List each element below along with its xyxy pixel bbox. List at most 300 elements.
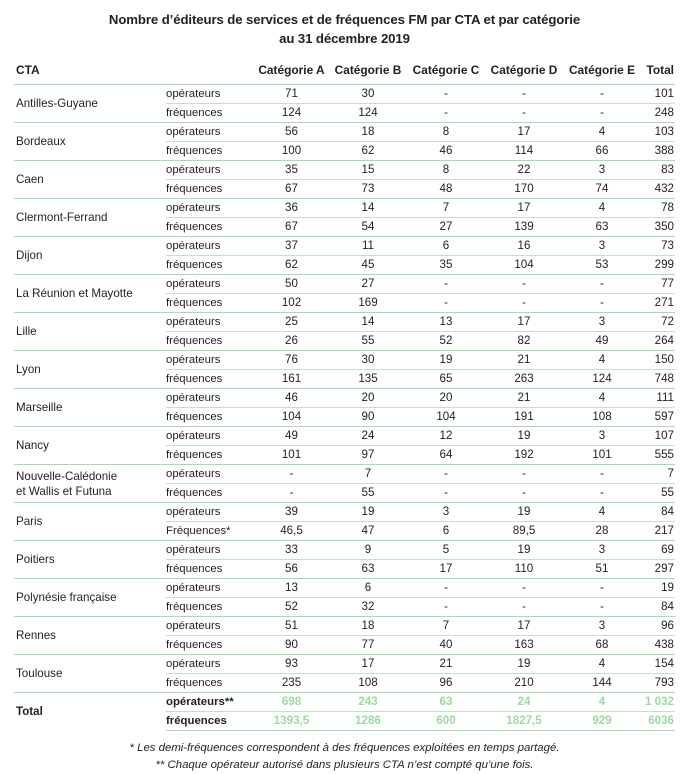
cell-category-b: 30 bbox=[329, 85, 407, 104]
cta-frequency-table bbox=[14, 63, 675, 731]
cell-category-b: 15 bbox=[329, 161, 407, 180]
table-total-row bbox=[14, 693, 675, 712]
cta-name-line-1: Rennes bbox=[16, 629, 56, 642]
cta-name-cell bbox=[14, 427, 166, 465]
column-header-cta: CTA bbox=[14, 63, 166, 85]
cell-category-d: 210 bbox=[485, 674, 563, 693]
cell-category-b: 17 bbox=[329, 655, 407, 674]
cell-category-c: 27 bbox=[407, 218, 485, 237]
cell-category-c: 48 bbox=[407, 180, 485, 199]
cell-category-a: 235 bbox=[254, 674, 329, 693]
cta-name-cell bbox=[14, 351, 166, 389]
cell-category-a: 52 bbox=[254, 598, 329, 617]
cell-total: 388 bbox=[641, 142, 675, 161]
cell-category-e: 4 bbox=[563, 199, 641, 218]
cell-category-e: 4 bbox=[563, 123, 641, 142]
cell-category-b: 90 bbox=[329, 408, 407, 427]
cell-category-c: 104 bbox=[407, 408, 485, 427]
cell-category-c: 65 bbox=[407, 370, 485, 389]
cta-name-cell bbox=[14, 199, 166, 237]
row-kind-label: fréquences bbox=[166, 560, 254, 579]
cta-name-line-1: Paris bbox=[16, 515, 43, 528]
cell-category-e: 51 bbox=[563, 560, 641, 579]
table-row bbox=[14, 313, 675, 332]
cell-category-a: 37 bbox=[254, 237, 329, 256]
column-header-cat-c: Catégorie C bbox=[407, 63, 485, 85]
cell-total: 297 bbox=[641, 560, 675, 579]
cell-category-d: 19 bbox=[485, 541, 563, 560]
cell-category-e: - bbox=[563, 104, 641, 123]
cell-category-e: 28 bbox=[563, 522, 641, 541]
cell-category-a: 39 bbox=[254, 503, 329, 522]
column-header-total: Total bbox=[641, 63, 675, 85]
cell-category-e: - bbox=[563, 275, 641, 294]
cell-category-a: 62 bbox=[254, 256, 329, 275]
cell-category-e: - bbox=[563, 294, 641, 313]
cell-category-a: 67 bbox=[254, 180, 329, 199]
cell-category-d: 82 bbox=[485, 332, 563, 351]
row-kind-label: opérateurs bbox=[166, 199, 254, 218]
cell-category-c: 19 bbox=[407, 351, 485, 370]
cell-category-e: 4 bbox=[563, 389, 641, 408]
cell-category-b: 45 bbox=[329, 256, 407, 275]
cell-category-d: 17 bbox=[485, 313, 563, 332]
cell-total: 299 bbox=[641, 256, 675, 275]
cell-total: 597 bbox=[641, 408, 675, 427]
cell-category-e: 74 bbox=[563, 180, 641, 199]
cell-category-c: 7 bbox=[407, 617, 485, 636]
cell-total: 83 bbox=[641, 161, 675, 180]
row-kind-label: opérateurs bbox=[166, 617, 254, 636]
table-row bbox=[14, 237, 675, 256]
cell-category-a: 46 bbox=[254, 389, 329, 408]
cell-category-b: 55 bbox=[329, 484, 407, 503]
cell-total: 72 bbox=[641, 313, 675, 332]
cell-category-b: 30 bbox=[329, 351, 407, 370]
cta-name-cell bbox=[14, 237, 166, 275]
cell-category-c: 64 bbox=[407, 446, 485, 465]
cell-category-e: 68 bbox=[563, 636, 641, 655]
cell-category-d: 19 bbox=[485, 655, 563, 674]
cell-category-b: 169 bbox=[329, 294, 407, 313]
cell-category-c: 35 bbox=[407, 256, 485, 275]
cell-category-c: 5 bbox=[407, 541, 485, 560]
cell-total: 103 bbox=[641, 123, 675, 142]
cell-category-b: 14 bbox=[329, 199, 407, 218]
cell-category-b: 124 bbox=[329, 104, 407, 123]
cell-total: 248 bbox=[641, 104, 675, 123]
cell-category-c: 17 bbox=[407, 560, 485, 579]
row-kind-label: fréquences bbox=[166, 256, 254, 275]
cell-category-b: 108 bbox=[329, 674, 407, 693]
cell-category-d: 263 bbox=[485, 370, 563, 389]
cell-category-a: 71 bbox=[254, 85, 329, 104]
row-kind-label: fréquences bbox=[166, 104, 254, 123]
table-row bbox=[14, 427, 675, 446]
cell-category-d: - bbox=[485, 598, 563, 617]
cell-category-c: - bbox=[407, 104, 485, 123]
cell-total: 96 bbox=[641, 617, 675, 636]
cell-category-c: - bbox=[407, 275, 485, 294]
cta-name-line-2: et Wallis et Futuna bbox=[16, 484, 112, 498]
cell-total: 350 bbox=[641, 218, 675, 237]
cell-category-a: 33 bbox=[254, 541, 329, 560]
cell-category-c: 8 bbox=[407, 161, 485, 180]
cell-category-c: 600 bbox=[407, 712, 485, 731]
cell-category-d: 21 bbox=[485, 389, 563, 408]
cell-category-a: 50 bbox=[254, 275, 329, 294]
cta-name-line-1: La Réunion et Mayotte bbox=[16, 287, 133, 300]
cell-total: 84 bbox=[641, 503, 675, 522]
cell-category-a: 25 bbox=[254, 313, 329, 332]
table-row bbox=[14, 161, 675, 180]
cell-category-e: 4 bbox=[563, 503, 641, 522]
row-kind-label: opérateurs** bbox=[166, 693, 254, 712]
cell-category-d: 19 bbox=[485, 503, 563, 522]
table-row bbox=[14, 579, 675, 598]
cell-category-d: - bbox=[485, 275, 563, 294]
table-header-row bbox=[14, 63, 675, 85]
table-row bbox=[14, 541, 675, 560]
cell-total: 73 bbox=[641, 237, 675, 256]
row-kind-label: fréquences bbox=[166, 636, 254, 655]
row-kind-label: opérateurs bbox=[166, 85, 254, 104]
cta-name-cell bbox=[14, 655, 166, 693]
cell-category-d: 19 bbox=[485, 427, 563, 446]
row-kind-label: opérateurs bbox=[166, 237, 254, 256]
row-kind-label: fréquences bbox=[166, 446, 254, 465]
cell-category-a: 76 bbox=[254, 351, 329, 370]
cell-total: 55 bbox=[641, 484, 675, 503]
table-row bbox=[14, 655, 675, 674]
cta-name-cell bbox=[14, 617, 166, 655]
cell-category-d: 22 bbox=[485, 161, 563, 180]
table-row bbox=[14, 123, 675, 142]
cta-name-cell bbox=[14, 579, 166, 617]
cell-category-b: 47 bbox=[329, 522, 407, 541]
cell-category-a: - bbox=[254, 465, 329, 484]
cell-category-d: - bbox=[485, 104, 563, 123]
cell-category-d: 89,5 bbox=[485, 522, 563, 541]
cell-category-c: 96 bbox=[407, 674, 485, 693]
cell-total: 19 bbox=[641, 579, 675, 598]
cell-category-b: 62 bbox=[329, 142, 407, 161]
cta-name-line-1: Marseille bbox=[16, 401, 63, 414]
cell-category-e: 3 bbox=[563, 313, 641, 332]
cell-category-a: 698 bbox=[254, 693, 329, 712]
row-kind-label: fréquences bbox=[166, 332, 254, 351]
row-kind-label: opérateurs bbox=[166, 313, 254, 332]
cell-category-d: 17 bbox=[485, 199, 563, 218]
cell-category-b: 9 bbox=[329, 541, 407, 560]
column-header-cat-d: Catégorie D bbox=[485, 63, 563, 85]
cell-category-a: 56 bbox=[254, 123, 329, 142]
footnote-2: ** Chaque opérateur autorisé dans plusieurs CTA n’est compté qu’une fois. bbox=[155, 759, 534, 771]
cell-category-d: 192 bbox=[485, 446, 563, 465]
row-kind-label: Fréquences* bbox=[166, 522, 254, 541]
cell-category-a: 1393,5 bbox=[254, 712, 329, 731]
cell-total: 84 bbox=[641, 598, 675, 617]
cta-name-cell bbox=[14, 85, 166, 123]
cell-category-d: 110 bbox=[485, 560, 563, 579]
table-row bbox=[14, 351, 675, 370]
cell-category-d: - bbox=[485, 294, 563, 313]
cell-category-a: 90 bbox=[254, 636, 329, 655]
cta-name-line-1: Antilles-Guyane bbox=[16, 97, 98, 110]
cell-category-e: 53 bbox=[563, 256, 641, 275]
cta-name-cell bbox=[14, 313, 166, 351]
cell-total: 1 032 bbox=[641, 693, 675, 712]
cell-category-a: 67 bbox=[254, 218, 329, 237]
cell-category-b: 7 bbox=[329, 465, 407, 484]
cell-category-e: 929 bbox=[563, 712, 641, 731]
cell-category-b: 11 bbox=[329, 237, 407, 256]
cell-category-c: 7 bbox=[407, 199, 485, 218]
cta-name-line-1: Lyon bbox=[16, 363, 41, 376]
cell-category-e: - bbox=[563, 484, 641, 503]
cell-category-d: - bbox=[485, 484, 563, 503]
cta-name-cell bbox=[14, 503, 166, 541]
row-kind-label: opérateurs bbox=[166, 161, 254, 180]
cell-category-a: 46,5 bbox=[254, 522, 329, 541]
cell-total: 432 bbox=[641, 180, 675, 199]
cell-total: 748 bbox=[641, 370, 675, 389]
row-kind-label: opérateurs bbox=[166, 427, 254, 446]
cell-category-d: 17 bbox=[485, 123, 563, 142]
cell-category-d: 104 bbox=[485, 256, 563, 275]
cell-category-b: 32 bbox=[329, 598, 407, 617]
cell-category-b: 20 bbox=[329, 389, 407, 408]
cell-total: 7 bbox=[641, 465, 675, 484]
row-kind-label: fréquences bbox=[166, 484, 254, 503]
row-kind-label: fréquences bbox=[166, 712, 254, 731]
cell-category-b: 135 bbox=[329, 370, 407, 389]
row-kind-label: fréquences bbox=[166, 370, 254, 389]
cell-category-c: 40 bbox=[407, 636, 485, 655]
cell-total: 264 bbox=[641, 332, 675, 351]
cell-category-e: 3 bbox=[563, 617, 641, 636]
cell-category-e: 4 bbox=[563, 693, 641, 712]
cell-category-c: - bbox=[407, 484, 485, 503]
cell-category-c: 6 bbox=[407, 522, 485, 541]
cell-category-d: 163 bbox=[485, 636, 563, 655]
cell-category-b: 55 bbox=[329, 332, 407, 351]
cell-category-e: 124 bbox=[563, 370, 641, 389]
cell-category-a: 93 bbox=[254, 655, 329, 674]
cell-total: 107 bbox=[641, 427, 675, 446]
table-row bbox=[14, 275, 675, 294]
cell-category-e: 101 bbox=[563, 446, 641, 465]
cell-category-e: 108 bbox=[563, 408, 641, 427]
cta-name-cell bbox=[14, 541, 166, 579]
cell-category-a: 35 bbox=[254, 161, 329, 180]
cell-category-e: 63 bbox=[563, 218, 641, 237]
cta-name-cell bbox=[14, 465, 166, 503]
page-title-line-1: Nombre d’éditeurs de services et de fréquences FM par CTA et par catégorie bbox=[108, 12, 581, 27]
table-row bbox=[14, 389, 675, 408]
cell-category-a: 56 bbox=[254, 560, 329, 579]
cell-category-c: - bbox=[407, 465, 485, 484]
row-kind-label: opérateurs bbox=[166, 389, 254, 408]
cell-category-d: - bbox=[485, 579, 563, 598]
cell-total: 154 bbox=[641, 655, 675, 674]
cell-category-e: 3 bbox=[563, 541, 641, 560]
cell-category-c: 52 bbox=[407, 332, 485, 351]
cell-category-d: 191 bbox=[485, 408, 563, 427]
cell-category-e: - bbox=[563, 465, 641, 484]
cell-category-a: 36 bbox=[254, 199, 329, 218]
cell-category-b: 6 bbox=[329, 579, 407, 598]
cell-category-c: 13 bbox=[407, 313, 485, 332]
cell-category-a: 101 bbox=[254, 446, 329, 465]
row-kind-label: opérateurs bbox=[166, 655, 254, 674]
cell-category-d: 24 bbox=[485, 693, 563, 712]
cell-total: 438 bbox=[641, 636, 675, 655]
row-kind-label: fréquences bbox=[166, 218, 254, 237]
cta-name-line-1: Toulouse bbox=[16, 667, 63, 680]
row-kind-label: fréquences bbox=[166, 598, 254, 617]
cell-total: 793 bbox=[641, 674, 675, 693]
row-kind-label: opérateurs bbox=[166, 123, 254, 142]
cell-category-b: 27 bbox=[329, 275, 407, 294]
table-row bbox=[14, 199, 675, 218]
page-title bbox=[0, 0, 689, 48]
row-kind-label: opérateurs bbox=[166, 465, 254, 484]
cell-category-d: 21 bbox=[485, 351, 563, 370]
cta-name-cell bbox=[14, 389, 166, 427]
row-kind-label: opérateurs bbox=[166, 351, 254, 370]
cta-name-line-1: Clermont-Ferrand bbox=[16, 211, 108, 224]
table-body bbox=[14, 85, 675, 731]
cell-total: 78 bbox=[641, 199, 675, 218]
cell-category-b: 14 bbox=[329, 313, 407, 332]
cell-category-a: 49 bbox=[254, 427, 329, 446]
cell-category-c: - bbox=[407, 85, 485, 104]
cell-category-d: 17 bbox=[485, 617, 563, 636]
table-container bbox=[0, 63, 689, 731]
row-kind-label: opérateurs bbox=[166, 541, 254, 560]
cell-category-d: 114 bbox=[485, 142, 563, 161]
cell-total: 101 bbox=[641, 85, 675, 104]
cell-total: 6036 bbox=[641, 712, 675, 731]
cell-category-a: 124 bbox=[254, 104, 329, 123]
cell-category-a: 161 bbox=[254, 370, 329, 389]
cta-name-cell bbox=[14, 123, 166, 161]
table-row bbox=[14, 617, 675, 636]
column-header-cat-b: Catégorie B bbox=[329, 63, 407, 85]
cell-category-e: - bbox=[563, 598, 641, 617]
cell-category-a: 13 bbox=[254, 579, 329, 598]
cell-total: 69 bbox=[641, 541, 675, 560]
cell-category-c: 21 bbox=[407, 655, 485, 674]
row-kind-label: fréquences bbox=[166, 674, 254, 693]
cell-category-e: - bbox=[563, 85, 641, 104]
cell-category-a: 104 bbox=[254, 408, 329, 427]
table-row bbox=[14, 85, 675, 104]
cell-category-e: 4 bbox=[563, 351, 641, 370]
cell-category-e: - bbox=[563, 579, 641, 598]
cell-category-d: - bbox=[485, 85, 563, 104]
cell-category-e: 4 bbox=[563, 655, 641, 674]
cell-total: 150 bbox=[641, 351, 675, 370]
cta-name-cell bbox=[14, 275, 166, 313]
cell-category-b: 18 bbox=[329, 123, 407, 142]
cell-category-e: 3 bbox=[563, 161, 641, 180]
cell-category-a: 51 bbox=[254, 617, 329, 636]
cell-category-b: 1286 bbox=[329, 712, 407, 731]
page-title-line-2: au 31 décembre 2019 bbox=[279, 31, 410, 46]
row-kind-label: fréquences bbox=[166, 180, 254, 199]
cta-name-line-1: Nancy bbox=[16, 439, 49, 452]
cell-category-e: 49 bbox=[563, 332, 641, 351]
cell-category-b: 77 bbox=[329, 636, 407, 655]
cell-category-b: 97 bbox=[329, 446, 407, 465]
table-head bbox=[14, 63, 675, 85]
cell-category-b: 54 bbox=[329, 218, 407, 237]
cell-category-e: 144 bbox=[563, 674, 641, 693]
cell-category-b: 73 bbox=[329, 180, 407, 199]
row-kind-label: fréquences bbox=[166, 142, 254, 161]
cell-total: 217 bbox=[641, 522, 675, 541]
row-kind-label: opérateurs bbox=[166, 275, 254, 294]
cell-category-c: - bbox=[407, 579, 485, 598]
cell-category-e: 3 bbox=[563, 237, 641, 256]
footnotes bbox=[0, 731, 689, 774]
cell-category-b: 19 bbox=[329, 503, 407, 522]
cta-name-line-1: Poitiers bbox=[16, 553, 55, 566]
cell-total: 555 bbox=[641, 446, 675, 465]
cell-total: 77 bbox=[641, 275, 675, 294]
cell-category-b: 18 bbox=[329, 617, 407, 636]
cell-category-c: 12 bbox=[407, 427, 485, 446]
cta-name-line-1: Lille bbox=[16, 325, 37, 338]
cell-category-b: 243 bbox=[329, 693, 407, 712]
cell-total: 271 bbox=[641, 294, 675, 313]
column-header-cat-a: Catégorie A bbox=[254, 63, 329, 85]
cell-category-e: 3 bbox=[563, 427, 641, 446]
cta-name-cell bbox=[14, 693, 166, 731]
cell-category-a: 100 bbox=[254, 142, 329, 161]
cta-name-line-1: Total bbox=[16, 705, 43, 719]
table-row bbox=[14, 503, 675, 522]
cta-name-line-1: Bordeaux bbox=[16, 135, 66, 148]
row-kind-label: fréquences bbox=[166, 408, 254, 427]
cta-name-line-1: Dijon bbox=[16, 249, 43, 262]
cell-category-e: 66 bbox=[563, 142, 641, 161]
cell-category-c: 3 bbox=[407, 503, 485, 522]
cta-name-cell bbox=[14, 161, 166, 199]
cell-category-c: - bbox=[407, 598, 485, 617]
footnote-1: * Les demi-fréquences correspondent à des fréquences exploitées en temps partagé. bbox=[129, 742, 560, 754]
cell-category-c: 8 bbox=[407, 123, 485, 142]
cell-total: 111 bbox=[641, 389, 675, 408]
cell-category-c: 46 bbox=[407, 142, 485, 161]
table-row bbox=[14, 465, 675, 484]
cell-category-c: 20 bbox=[407, 389, 485, 408]
column-header-kind bbox=[166, 63, 254, 85]
cell-category-c: - bbox=[407, 294, 485, 313]
cell-category-d: - bbox=[485, 465, 563, 484]
cell-category-b: 63 bbox=[329, 560, 407, 579]
cell-category-c: 6 bbox=[407, 237, 485, 256]
cta-name-line-1: Nouvelle-Calédonie bbox=[16, 469, 118, 483]
row-kind-label: fréquences bbox=[166, 294, 254, 313]
cell-category-a: 26 bbox=[254, 332, 329, 351]
cell-category-d: 139 bbox=[485, 218, 563, 237]
cell-category-a: - bbox=[254, 484, 329, 503]
cell-category-c: 63 bbox=[407, 693, 485, 712]
cta-name-line-1: Polynésie française bbox=[16, 591, 117, 604]
